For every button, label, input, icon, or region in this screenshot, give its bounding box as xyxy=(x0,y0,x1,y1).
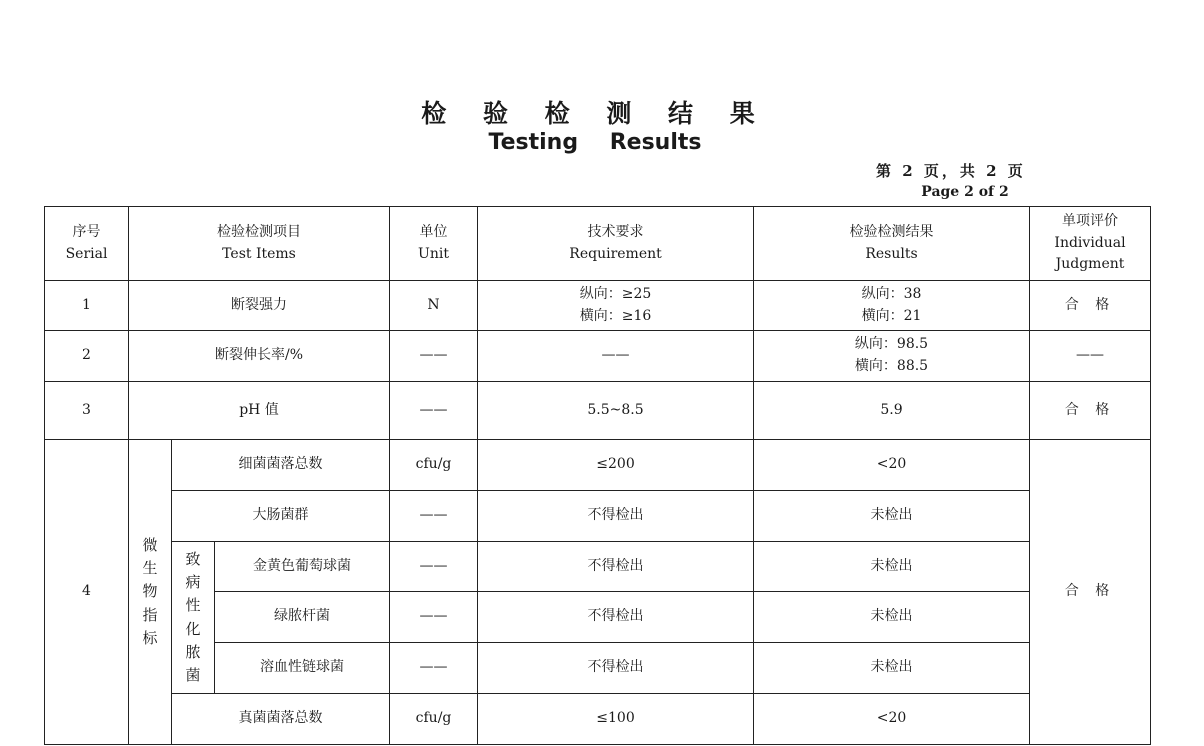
unit-cell: cfu/g xyxy=(390,440,478,491)
unit-cell: —— xyxy=(390,491,478,542)
micro-group-char: 物 xyxy=(142,582,158,601)
micro-group-char: 生 xyxy=(142,559,158,578)
table-header-row xyxy=(45,207,1151,281)
micro-group-char: 指 xyxy=(142,605,158,624)
serial-cell: 3 xyxy=(45,382,129,440)
item-cell: 大肠菌群 xyxy=(172,491,390,542)
result-cell: 未检出 xyxy=(754,592,1030,643)
header-unit-cn: 单位 xyxy=(419,223,448,240)
requirement-cell: 5.5~8.5 xyxy=(478,382,754,440)
requirement-cell: 不得检出 xyxy=(478,592,754,643)
header-items-cn: 检验检测项目 xyxy=(217,223,301,240)
item-cell: 断裂强力 xyxy=(129,281,390,331)
pathogen-group-char: 致 xyxy=(185,549,201,568)
result-line: 横向：21 xyxy=(861,307,922,324)
unit-cell: cfu/g xyxy=(390,694,478,745)
result-line: 横向：88.5 xyxy=(854,358,929,374)
header-items-en: Test Items xyxy=(222,245,296,262)
unit-cell: —— xyxy=(390,331,478,382)
header-requirement-en: Requirement xyxy=(569,245,662,262)
requirement-cell: ≤200 xyxy=(478,440,754,491)
requirement-cell: —— xyxy=(478,331,754,382)
table-row xyxy=(45,694,1151,745)
header-results-cn: 检验检测结果 xyxy=(849,223,934,240)
header-judgment-en2: Judgment xyxy=(1055,256,1125,273)
unit-cell: —— xyxy=(390,382,478,440)
item-cell: 溶血性链球菌 xyxy=(215,643,390,694)
requirement-line: 横向：≥16 xyxy=(579,307,652,324)
header-items xyxy=(129,207,390,281)
judgment-cell: 合 格 xyxy=(1030,440,1151,745)
requirement-line: 纵向：≥25 xyxy=(579,285,652,302)
header-unit-en: Unit xyxy=(418,245,449,262)
item-cell: 金黄色葡萄球菌 xyxy=(215,542,390,592)
item-cell: 真菌菌落总数 xyxy=(172,694,390,745)
page-indicator-cn: 第 2 页，共 2 页 xyxy=(876,162,1026,180)
unit-cell: —— xyxy=(390,643,478,694)
item-cell: 绿脓杆菌 xyxy=(215,592,390,643)
unit-cell: N xyxy=(390,281,478,331)
report-title-en: Testing Results xyxy=(488,130,702,155)
header-requirement-cn: 技术要求 xyxy=(587,223,644,240)
requirement-cell: 不得检出 xyxy=(478,491,754,542)
result-line: 纵向：98.5 xyxy=(854,336,929,353)
header-judgment xyxy=(1030,207,1151,281)
judgment-cell: 合 格 xyxy=(1030,281,1151,331)
header-serial-en: Serial xyxy=(65,245,108,262)
serial-cell: 1 xyxy=(45,281,129,331)
result-cell: <20 xyxy=(754,440,1030,491)
table-row xyxy=(45,281,1151,331)
table-row xyxy=(45,491,1151,542)
serial-cell: 4 xyxy=(45,440,129,745)
pathogen-group-char: 病 xyxy=(185,573,201,591)
requirement-cell xyxy=(478,281,754,331)
result-cell: 未检出 xyxy=(754,542,1030,592)
requirement-cell: ≤100 xyxy=(478,694,754,745)
item-cell: 断裂伸长率/% xyxy=(129,331,390,382)
page-indicator-en: Page 2 of 2 xyxy=(921,184,1009,200)
table-row xyxy=(45,382,1151,440)
header-serial-cn: 序号 xyxy=(72,223,101,240)
result-cell xyxy=(754,281,1030,331)
result-cell: 未检出 xyxy=(754,643,1030,694)
judgment-cell: 合 格 xyxy=(1030,382,1151,440)
serial-cell: 2 xyxy=(45,331,129,382)
result-cell xyxy=(754,331,1030,382)
header-requirement xyxy=(478,207,754,281)
judgment-cell: —— xyxy=(1030,331,1151,382)
pathogen-group-label xyxy=(172,542,215,694)
header-serial xyxy=(45,207,129,281)
requirement-cell: 不得检出 xyxy=(478,643,754,694)
results-table xyxy=(44,206,1151,745)
report-title-cn: 检 验 检 测 结 果 xyxy=(421,99,769,128)
item-cell: 细菌菌落总数 xyxy=(172,440,390,491)
unit-cell: —— xyxy=(390,592,478,643)
item-cell: pH 值 xyxy=(129,382,390,440)
header-results-en: Results xyxy=(865,245,918,262)
micro-group-char: 微 xyxy=(142,535,158,554)
pathogen-group-char: 化 xyxy=(185,619,201,638)
micro-group-label xyxy=(129,440,172,745)
table-row xyxy=(45,331,1151,382)
result-line: 纵向：38 xyxy=(861,285,922,302)
unit-cell: —— xyxy=(390,542,478,592)
pathogen-group-char: 脓 xyxy=(185,642,201,661)
header-judgment-en1: Individual xyxy=(1054,234,1126,251)
header-unit xyxy=(390,207,478,281)
table-row xyxy=(45,440,1151,491)
header-results xyxy=(754,207,1030,281)
table-row xyxy=(45,542,1151,592)
pathogen-group-char: 性 xyxy=(185,596,201,615)
result-cell: 5.9 xyxy=(754,382,1030,440)
requirement-cell: 不得检出 xyxy=(478,542,754,592)
micro-group-char: 标 xyxy=(142,628,158,647)
result-cell: <20 xyxy=(754,694,1030,745)
pathogen-group-char: 菌 xyxy=(185,666,201,684)
header-judgment-cn: 单项评价 xyxy=(1062,212,1119,229)
result-cell: 未检出 xyxy=(754,491,1030,542)
